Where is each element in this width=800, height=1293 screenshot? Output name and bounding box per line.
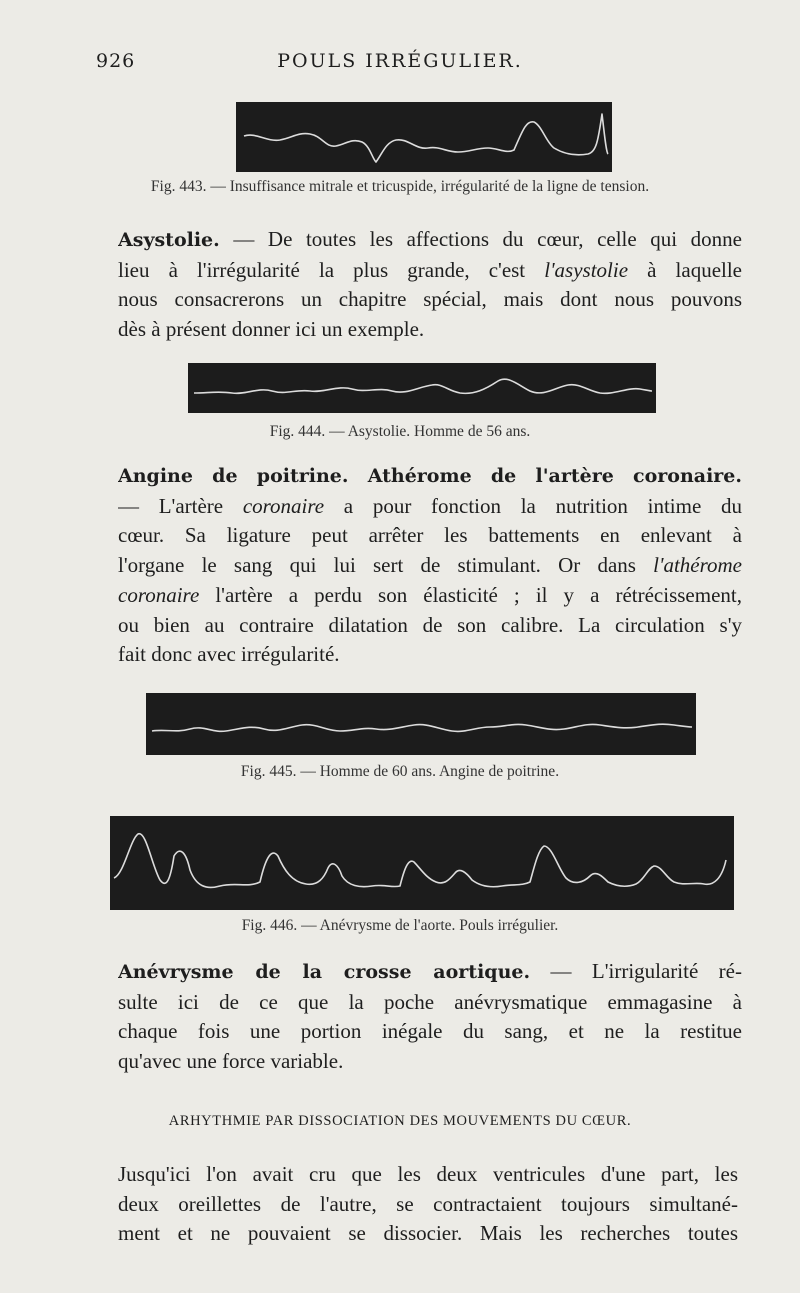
figure-443-caption: Fig. 443. — Insuffisance mitrale et tricuspide, irrégularité de la ligne de tension.	[150, 178, 650, 195]
anevrysme-paragraph: Anévrysme de la crosse aortique. — L'irrigularité ré- sulte ici de ce que la poche anévrysmatique emmagasine à chaque fois une portion inégale du sang, et ne la restitue qu'avec une force variable.	[118, 959, 742, 1074]
figure-443-pulse-trace	[236, 102, 612, 172]
figure-445-pulse-trace	[146, 693, 696, 755]
dissociation-paragraph: Jusqu'ici l'on avait cru que les deux ventricules d'une part, les deux oreillettes de l'autre, se contractaient toujours simultané- ment et ne pouvaient se dissocier. Mais les recherches toutes	[118, 1162, 738, 1246]
figure-445-caption: Fig. 445. — Homme de 60 ans. Angine de poitrine.	[240, 763, 560, 780]
figure-446-caption: Fig. 446. — Anévrysme de l'aorte. Pouls irrégulier.	[241, 917, 559, 934]
angine-heading: Angine de poitrine. Athérome de l'artère coronaire.	[118, 465, 742, 487]
page-number: 926	[96, 50, 136, 72]
angine-paragraph: Angine de poitrine. Athérome de l'artère coronaire. — L'artère coronaire a pour fonction la nutrition intime du cœur. Sa ligature peut arrêter les battements en enlevant à l'organe le sang qui lui sert de stimulant. Or dans l'athérome coronaire l'artère a perdu son élasticité ; il y a rétrécissement, ou bien au contraire dilatation de son calibre. La circulation s'y fait donc avec irrégularité.	[118, 465, 742, 667]
asystolie-emphasis: l'asystolie	[544, 257, 629, 282]
asystolie-term: Asystolie.	[118, 229, 220, 251]
figure-446-pulse-trace	[110, 816, 734, 910]
figure-444-pulse-trace	[188, 363, 656, 413]
anevrysme-term: Anévrysme de la crosse aortique.	[118, 961, 531, 983]
running-title: POULS IRRÉGULIER.	[277, 50, 523, 72]
figure-444-caption: Fig. 444. — Asystolie. Homme de 56 ans.	[269, 423, 531, 440]
asystolie-paragraph: Asystolie. — De toutes les affections du cœur, celle qui donne lieu à l'irrégularité la plus grande, c'est l'asystolie à laquelle nous consacrerons un chapitre spécial, mais dont nous pouvons dès à présent donner ici un exemple.	[118, 227, 742, 342]
section-heading-dissociation: ARHYTHMIE PAR DISSOCIATION DES MOUVEMENTS DU CŒUR.	[168, 1113, 632, 1129]
